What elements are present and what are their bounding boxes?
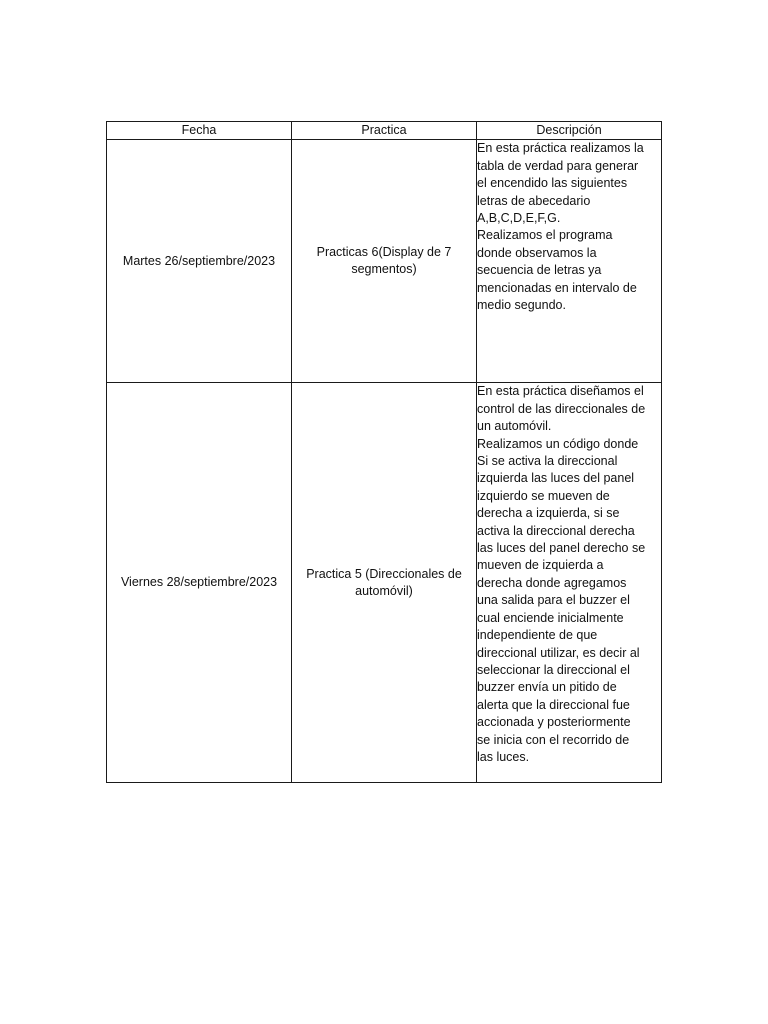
descripcion-line: derecha a izquierda, si se [477,506,620,521]
descripcion-line: cual enciende inicialmente [477,610,624,625]
descripcion-line: el encendido las siguientes [477,176,628,191]
descripcion-line: donde observamos la [477,245,597,260]
descripcion-line: Realizamos un código donde [477,436,639,451]
descripcion-cell [477,140,662,383]
header-descripcion: Descripción [477,122,662,140]
practica-cell: Practicas 6(Display de 7 segmentos) [292,140,477,383]
descripcion-line: Realizamos el programa [477,228,613,243]
descripcion-line: Si se activa la direccional [477,454,618,469]
descripcion-line: las luces. [477,749,530,764]
descripcion-line: derecha donde agregamos [477,575,627,590]
descripcion-line: izquierda las luces del panel [477,471,635,486]
table-header-row [107,122,662,140]
descripcion-line: activa la direccional derecha [477,523,635,538]
table-row [107,140,662,383]
practice-log-table [106,121,662,783]
descripcion-line: medio segundo. [477,298,566,313]
descripcion-line: direccional utilizar, es decir al [477,645,640,660]
descripcion-line: A,B,C,D,E,F,G. [477,211,561,226]
descripcion-line: tabla de verdad para generar [477,158,639,173]
descripcion-line: En esta práctica realizamos la [477,141,644,156]
descripcion-line: secuencia de letras ya [477,263,602,278]
descripcion-line: control de las direccionales de [477,401,646,416]
descripcion-line: accionada y posteriormente [477,715,631,730]
descripcion-line: se inicia con el recorrido de [477,732,630,747]
header-practica: Practica [292,122,477,140]
fecha-cell: Viernes 28/septiembre/2023 [107,383,292,783]
descripcion-cell [477,383,662,783]
descripcion-line: mencionadas en intervalo de [477,280,637,295]
table-row [107,383,662,783]
descripcion-line: una salida para el buzzer el [477,593,630,608]
descripcion-line: independiente de que [477,628,598,643]
header-fecha: Fecha [107,122,292,140]
descripcion-line: un automóvil. [477,419,552,434]
descripcion-line: seleccionar la direccional el [477,662,630,677]
descripcion-line: mueven de izquierda a [477,558,604,573]
descripcion-line: buzzer envía un pitido de [477,680,617,695]
fecha-cell: Martes 26/septiembre/2023 [107,140,292,383]
descripcion-line: letras de abecedario [477,193,591,208]
descripcion-line: alerta que la direccional fue [477,697,630,712]
practica-cell: Practica 5 (Direccionales de automóvil) [292,383,477,783]
descripcion-line: las luces del panel derecho se [477,541,646,556]
descripcion-line: izquierdo se mueven de [477,488,610,503]
descripcion-line: En esta práctica diseñamos el [477,384,644,399]
